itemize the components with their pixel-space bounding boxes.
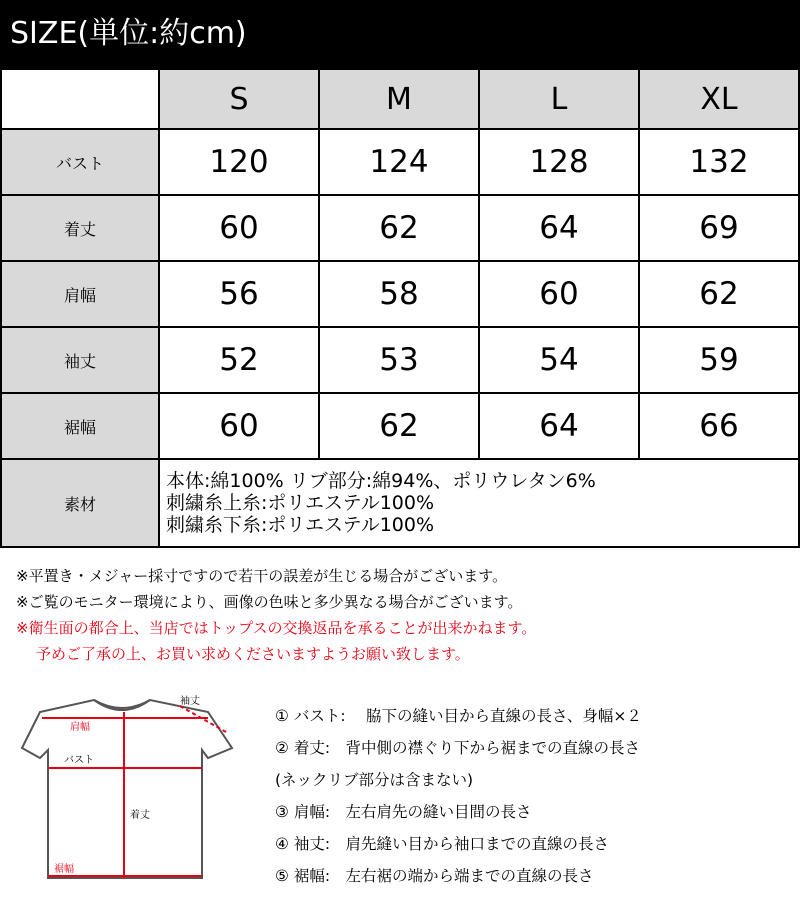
diagram-label-bust: バスト <box>64 755 94 766</box>
material-label: 素材 <box>1 459 159 547</box>
table-cell: 60 <box>159 195 319 261</box>
row-label: バスト <box>1 129 159 195</box>
diagram-label-shoulder: 肩幅 <box>70 722 90 733</box>
table-cell: 54 <box>479 327 639 393</box>
row-label: 着丈 <box>1 195 159 261</box>
table-cell: 128 <box>479 129 639 195</box>
diagram-label-hem: 裾幅 <box>54 864 74 875</box>
table-cell: 56 <box>159 261 319 327</box>
measurement-explanations <box>275 700 642 892</box>
explanation-line: (ネックリブ部分は含まない) <box>275 771 474 789</box>
explanation-line: ③ 肩幅: 左右肩先の縫い目間の長さ <box>275 803 532 821</box>
table-row <box>1 195 799 261</box>
table-cell: 62 <box>319 195 479 261</box>
explanation-line: ② 着丈: 背中側の襟ぐり下から裾までの直線の長さ <box>275 739 641 757</box>
notes <box>16 563 536 667</box>
material-cell <box>159 459 799 547</box>
material-line: 刺繍糸上糸:ポリエステル100% <box>166 492 435 514</box>
row-label: 袖丈 <box>1 327 159 393</box>
table-cell: 69 <box>639 195 799 261</box>
table-cell: 59 <box>639 327 799 393</box>
table-cell: 60 <box>159 393 319 459</box>
table-cell: 60 <box>479 261 639 327</box>
table-row <box>1 129 799 195</box>
note-line: ※平置き・メジャー採寸ですので若干の誤差が生じる場合がございます。 <box>16 567 508 585</box>
page-title: SIZE(単位:約cm) <box>10 16 247 51</box>
size-header-m: M <box>319 69 479 129</box>
explanation-line: ⑤ 裾幅: 左右裾の端から端までの直線の長さ <box>275 867 594 885</box>
note-line: ※ご覧のモニター環境により、画像の色味と多少異なる場合がございます。 <box>16 593 523 611</box>
table-cell: 62 <box>319 393 479 459</box>
table-cell: 58 <box>319 261 479 327</box>
explanation-line: ① バスト: 脇下の縫い目から直線の長さ、身幅×２ <box>275 707 642 725</box>
table-row <box>1 261 799 327</box>
note-line-warning: 予めご了承の上、お買い求めくださいますようお願い致します。 <box>36 645 470 663</box>
row-label: 肩幅 <box>1 261 159 327</box>
corner-cell <box>1 69 159 129</box>
tshirt-diagram <box>20 690 240 890</box>
table-cell: 62 <box>639 261 799 327</box>
title-bar <box>0 0 800 68</box>
material-line: 刺繍糸下糸:ポリエステル100% <box>166 514 435 536</box>
tshirt-outline <box>22 700 232 878</box>
diagram-label-length: 着丈 <box>130 810 150 821</box>
material-row <box>1 459 799 547</box>
size-header-s: S <box>159 69 319 129</box>
table-cell: 66 <box>639 393 799 459</box>
table-cell: 53 <box>319 327 479 393</box>
row-label: 裾幅 <box>1 393 159 459</box>
table-row <box>1 327 799 393</box>
size-table <box>0 68 800 548</box>
table-cell: 120 <box>159 129 319 195</box>
table-cell: 52 <box>159 327 319 393</box>
size-header-l: L <box>479 69 639 129</box>
size-header-row <box>1 69 799 129</box>
explanation-line: ④ 袖丈: 肩先縫い目から袖口までの直線の長さ <box>275 835 610 853</box>
size-header-xl: XL <box>639 69 799 129</box>
table-cell: 64 <box>479 195 639 261</box>
diagram-label-sleeve: 袖丈 <box>180 696 200 707</box>
table-cell: 124 <box>319 129 479 195</box>
table-cell: 132 <box>639 129 799 195</box>
table-cell: 64 <box>479 393 639 459</box>
note-line-warning: ※衛生面の都合上、当店ではトップスの交換返品を承ることが出来かねます。 <box>16 619 537 637</box>
table-row <box>1 393 799 459</box>
material-line: 本体:綿100% リブ部分:綿94%、ポリウレタン6% <box>166 470 596 492</box>
